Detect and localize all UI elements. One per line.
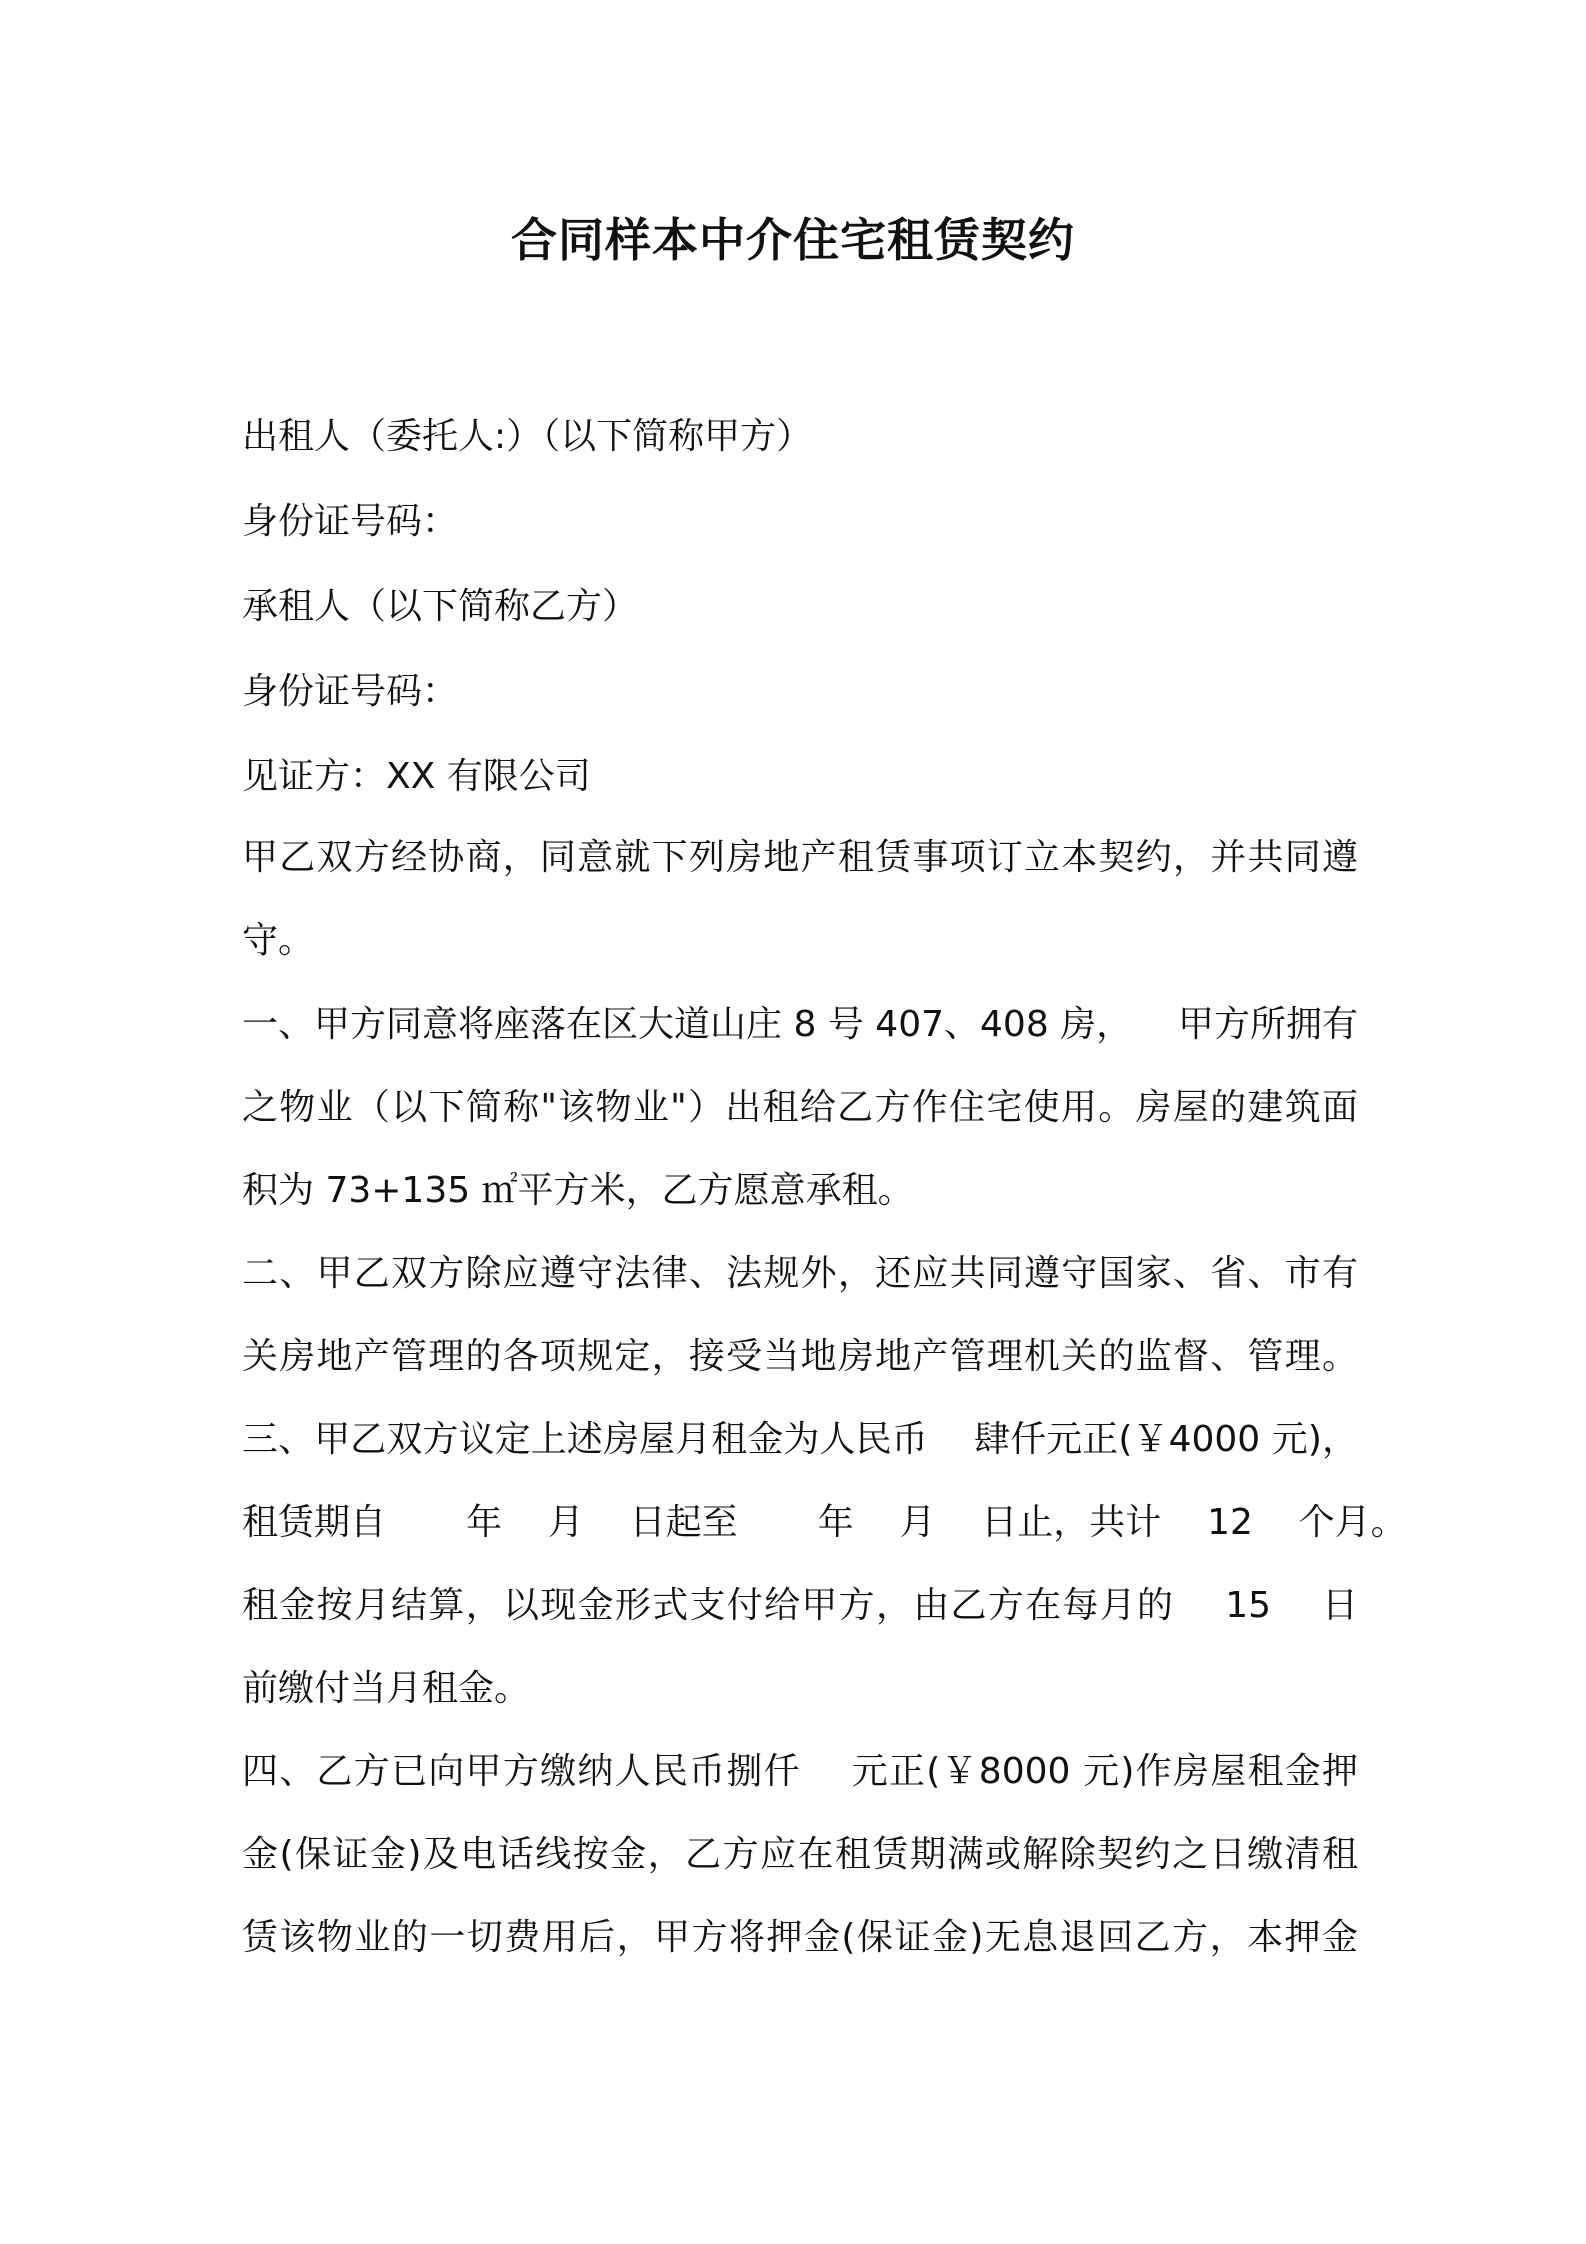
clause-2-line: 关房地产管理的各项规定，接受当地房地产管理机关的监督、管理。	[242, 1336, 1358, 1377]
clause-4-line: 四、乙方已向甲方缴纳人民币捌仟 元正(￥8000 元)作房屋租金押	[242, 1751, 1358, 1792]
witness-line: 见证方：XX 有限公司	[242, 756, 591, 797]
lessor-line: 出租人（委托人:）（以下简称甲方）	[242, 416, 813, 457]
clause-4-line: 赁该物业的一切费用后，甲方将押金(保证金)无息退回乙方，本押金	[242, 1917, 1358, 1958]
preamble-line: 甲乙双方经协商，同意就下列房地产租赁事项订立本契约，并共同遵	[242, 837, 1358, 878]
lessee-line: 承租人（以下简称乙方）	[242, 586, 639, 627]
clause-3-line: 租金按月结算，以现金形式支付给甲方，由乙方在每月的 15 日	[242, 1585, 1358, 1626]
clause-4-line: 金(保证金)及电话线按金，乙方应在租赁期满或解除契约之日缴清租	[242, 1834, 1358, 1875]
clause-1-line: 一、甲方同意将座落在区大道山庄 8 号 407、408 房， 甲方所拥有	[242, 1004, 1358, 1045]
clause-3-line: 租赁期自 年 月 日起至 年 月 日止，共计 12 个月。	[242, 1502, 1407, 1543]
clause-1-line: 积为 73+135 ㎡平方米，乙方愿意承租。	[242, 1170, 914, 1211]
document-title: 合同样本中介住宅租赁契约	[511, 213, 1075, 267]
clause-3-line: 三、甲乙双方议定上述房屋月租金为人民币 肆仟元正(￥4000 元)，	[242, 1419, 1358, 1460]
lessee-id-line: 身份证号码：	[242, 671, 459, 712]
clause-2-line: 二、甲乙双方除应遵守法律、法规外，还应共同遵守国家、省、市有	[242, 1253, 1358, 1294]
clause-1-line: 之物业（以下简称"该物业"）出租给乙方作住宅使用。房屋的建筑面	[242, 1087, 1358, 1128]
preamble-line: 守。	[242, 920, 315, 961]
lessor-id-line: 身份证号码：	[242, 501, 459, 542]
clause-3-line: 前缴付当月租金。	[242, 1668, 531, 1709]
